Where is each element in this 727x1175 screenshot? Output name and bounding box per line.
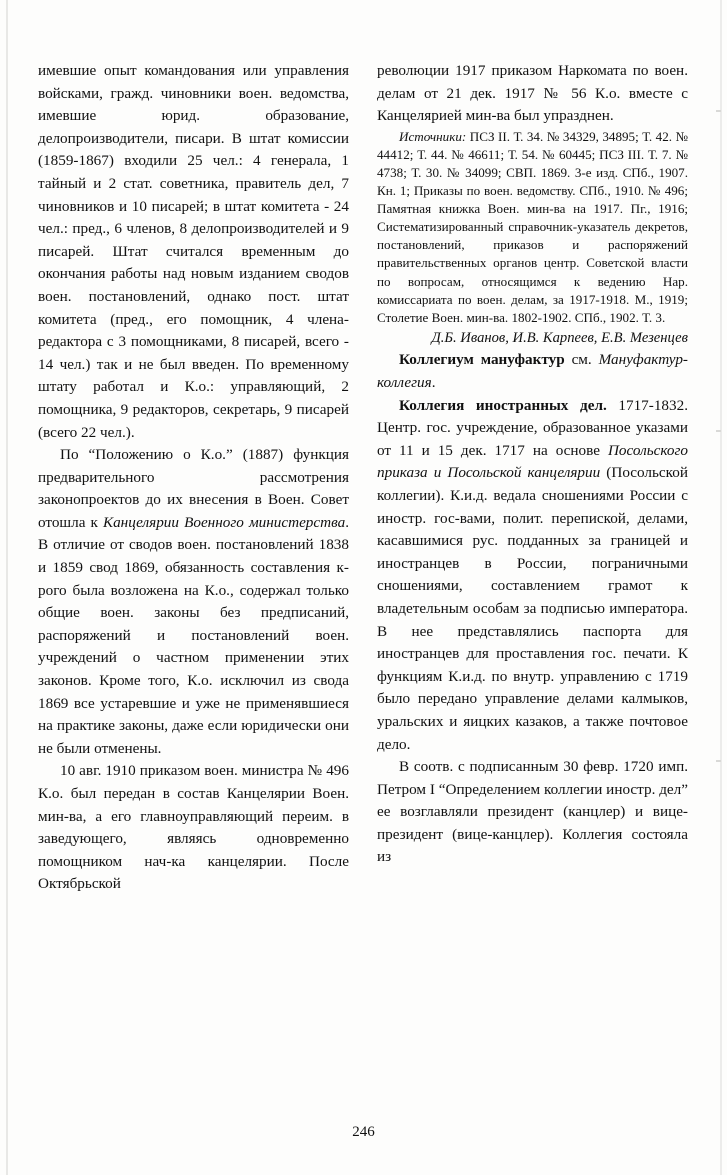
left-column (38, 60, 349, 1110)
right-column (377, 60, 688, 1110)
scan-edge-left (6, 0, 8, 1175)
scan-artifact-mid-right (716, 430, 721, 432)
sources-text: ПСЗ II. Т. 34. № 34329, 34895; Т. 42. № 44412; Т. 44. № 46611; Т. 54. № 60445; ПСЗ III. Т. 7. № 4738; Т. 30. № 34099; СВП. 1869. 3-е изд. СПб., 1907. Кн. 1; Приказы по воен. ведомству. СПб., 1910. № 496; Памятная книжка Воен. мин-ва на 1917. Пг., 1916; Систематизированный справочник-указатель декретов, постановлений, приказов и распоряжений правительственных органов центр. Советской власти по вопросам, относящимся к ведению Нар. комиссариата по воен. делам, за 1917-1918. М., 1919; Столетие Воен. мин-ва. 1802-1902. СПб., 1902. Т. 3. (377, 128, 688, 325)
italic-run: Канцелярии Военного министерства (102, 513, 346, 531)
entry-kollegium-manufaktur (377, 349, 688, 394)
entry-head: Коллегия иностранных дел. (399, 396, 607, 414)
paragraph-continuation: революции 1917 приказом Наркомата по воен. делам от 21 дек. 1917 № 56 К.о. вместе с Канцелярией мин-ва был упразднен. (377, 62, 688, 125)
entry-head: Коллегиум мануфактур (399, 351, 565, 369)
entry-crossref: Мануфактур-коллегия (377, 351, 688, 391)
page-number: 246 (352, 1124, 375, 1140)
sources-label: Источники: (399, 128, 467, 144)
paragraph-2: По “Положению о К.о.” (1887) функция предварительного рассмотрения законопроектов до их внесения в Воен. Совет отошла к Канцелярии Военного министерства. В отличие от сводов воен. постановлений 1838 и 1859 свод 1869, обязанность составления к-рого была возложена на К.о., содержал только общие воен. законы без предписаний, распоряжений и постановлений воен. учреждений о частном применении этих законов. Кроме того, К.о. исключил из свода 1869 все устаревшие и уже не применявшиеся на практике законы, даже если юридически они не были отменены. (38, 446, 349, 757)
scan-artifact-top-right (716, 110, 721, 112)
text-columns (38, 60, 689, 1110)
scan-edge-right (720, 0, 722, 1175)
italic-run: Посольского приказа и Посольской канцелярии (377, 441, 688, 482)
sources-block (377, 128, 688, 327)
paragraph-last: В соотв. с подписанным 30 февр. 1720 имп. Петром I “Определением коллегии иностр. дел” ее возглавляли президент (канцлер) и вице-президент (вице-канцлер). Коллегия состояла из (377, 758, 688, 866)
entry-period: . (431, 374, 436, 391)
scan-artifact-lower-right (716, 760, 721, 762)
paragraph-3: 10 авг. 1910 приказом воен. министра № 496 К.о. был передан в состав Канцелярии Воен. мин-ва, а его главноуправляющий переим. в заведующего, являясь одновременно помощником нач-ка канцелярии. После Октябрьской (38, 762, 349, 893)
paragraph-1: имевшие опыт командования или управления войсками, гражд. чиновники воен. ведомства, имевшие юрид. образование, делопроизводители, писари. В штат комиссии (1859-1867) входили 25 чел.: 4 генерала, 1 тайный и 2 стат. советника, правитель дел, 7 чиновников и 10 писарей; в штат комитета - 24 чел.: пред., 6 членов, 8 делопроизводителей и 9 писарей. Штат считался временным до окончания работы над новым изданием сводов воен. постановлений, однако пост. штат комитета (пред., его помощник, 4 члена-редактора с 3 помощниками, 8 писарей, всего - 14 чел.) так и не был введен. По временному штату работал и К.о.: управляющий, 2 помощника, 9 редакторов, секретарь, 9 писарей (всего 22 чел.). (38, 62, 349, 441)
entry-kollegiya-inostrannyh-del: Коллегия иностранных дел. 1717-1832. Центр. гос. учреждение, образованное указами от 11 и 15 дек. 1717 на основе Посольского приказа и Посольской канцелярии (Посольской коллегии). К.и.д. ведала сношениями России с иностр. гос-вами, полит. перепиской, делами, касавшимися рус. подданных за границей и иностранцев в России, пограничными сношениями, составлением грамот к владетельным особам за подписью императора. В нее представлялись паспорта для иностранцев для проставления гос. печати. К функциям К.и.д. по внутр. управлению с 1719 было передано управление делами калмыков, уральских и яицких казаков, а также почтовое дело. (377, 396, 688, 753)
entry-see: см. (564, 351, 599, 369)
authors-line: Д.Б. Иванов, И.В. Карпеев, Е.В. Мезенцев (431, 329, 688, 346)
